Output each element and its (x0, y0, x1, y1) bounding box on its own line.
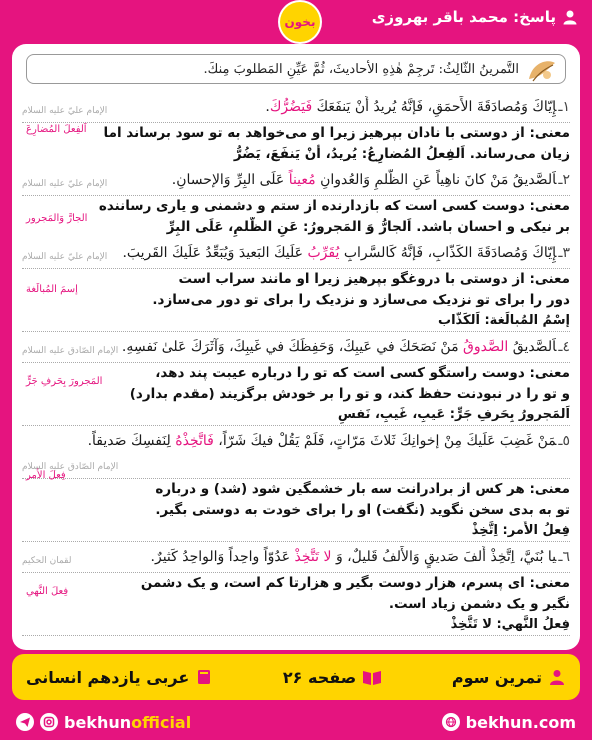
item-number: ٦ـ (558, 549, 570, 565)
instagram-icon[interactable] (40, 713, 58, 731)
exercise-item (22, 242, 570, 332)
arabic-sentence (22, 96, 570, 123)
website-link[interactable]: bekhun.com (442, 713, 576, 732)
persian-meaning-line: نگیر و یک دشمن زیاد است. (388, 596, 570, 612)
grammar-answer: إسْمُ المُبالَغة: اَلكَذّاب (22, 311, 570, 332)
arabic-text-end: مَنْ نَصَحَكَ في عَيبِكَ، وَحَفِظَكَ في غَيبِكَ، وَآثَرَكَ عَلىٰ نَفسِهِ. (121, 339, 464, 355)
hadith-source: الإمام عليّ عليه السلام (22, 252, 108, 262)
arabic-highlight: يُقَرِّبُ (307, 245, 340, 261)
open-book-icon (362, 668, 382, 686)
persian-meaning-line: بر نیکی و احسان باشد. اَلجارُّ وَ المَجرورُ: عَنِ الظُّلمِ، عَلَى البِرِّ (166, 219, 570, 235)
arabic-text-end: . (265, 99, 270, 115)
exercise-item (22, 96, 570, 165)
arabic-text: مَنْ غَضِبَ عَلَيكَ مِنْ إخوانِكَ ثَلاثَ مَرّاتٍ، فَلَمْ يَقُلْ فيكَ شَرّاً، (213, 433, 557, 449)
arabic-text: اَلصَّديقُ مَنْ كانَ ناهِياً عَنِ الظُّلمِ وَالعُدوانِ (315, 172, 557, 188)
persian-meaning-line: معنی: دوست راستگو کسی است که تو را درباره عیبت پند دهد، (155, 365, 570, 381)
hadith-source: الإمام الصّادق عليه السلام (22, 346, 119, 356)
arabic-text-end: لِنَفسِكَ صَديقاً. (87, 433, 176, 449)
exercise-card (12, 44, 580, 650)
grammar-target-note: فِعلَ النَّهي (26, 586, 69, 597)
exercise-item (22, 169, 570, 238)
user-icon (548, 668, 566, 686)
book-label: عربی یازدهم انسانی (26, 668, 213, 687)
grammar-target-note: الجارَّ وَالمَجرور (26, 213, 88, 224)
arabic-text: اَلصَّديقُ (508, 339, 557, 355)
arabic-text: إِيّاكَ وَمُصادَقَةَ الأَحمَقِ، فَإنَّهُ يُريدُ أَنْ يَنفَعَكَ (312, 99, 557, 115)
arabic-text: إِيّاكَ وَمُصادَقَةَ الكَذّابِ، فَإنَّهُ كَالسَّرابِ (339, 245, 557, 261)
item-number: ٢ـ (558, 172, 570, 188)
item-number: ٥ـ (558, 433, 570, 449)
arabic-highlight: فَاتَّخِذْهُ (175, 433, 214, 449)
person-icon (562, 9, 578, 25)
arabic-highlight: الصَّدوقُ (463, 339, 509, 355)
persian-meaning-line: دور را برای تو نزدیک می‌سازد و نزدیک را برای تو دور می‌سازد. (152, 292, 570, 308)
grammar-answer: فِعلُ النَّهي: لا تَتَّخِذْ (22, 615, 570, 636)
arabic-text-end: عَلَى البِرِّ وَالإحسانِ. (171, 172, 289, 188)
bottom-info-strip (12, 654, 580, 700)
item-number: ٤ـ (558, 339, 570, 355)
exercise-item (22, 336, 570, 426)
footer (0, 704, 592, 740)
persian-meaning-line: معنی: هر کس از برادرانت سه بار خشمگین شود (شد) و درباره (155, 481, 570, 497)
arabic-highlight: فَيَضُرُّكَ (269, 99, 313, 115)
hadith-source: لقمان الحكيم (22, 556, 72, 566)
arabic-sentence (22, 430, 570, 479)
section-label: تمرین سوم (452, 668, 566, 687)
arabic-sentence (22, 546, 570, 573)
arabic-sentence (22, 169, 570, 196)
persian-meaning-line: زیان می‌رساند. اَلفِعلُ المُضارِعُ: يُريدُ، أَنْ يَنفَعَ، يَضُرُّ (233, 146, 570, 162)
handle-text: bekhunofficial (64, 712, 192, 732)
hadith-source: الإمام عليّ عليه السلام (22, 179, 108, 189)
hadith-source: الإمام الصّادق عليه السلام (22, 462, 119, 472)
book-icon (195, 668, 213, 686)
leaf-decoration-icon (523, 55, 559, 85)
page-label: صفحه ۲۶ (283, 668, 382, 687)
persian-meaning-line: و تو را در نبودنت حفظ کند، و تو را بر خودش برگزیند (مقدم بدارد) (129, 386, 570, 402)
arabic-text-end: عَدُوّاً واحِداً وَالواحِدُ كَثيرٌ. (150, 549, 295, 565)
exercise-content (22, 96, 570, 640)
item-number: ١ـ (558, 99, 570, 115)
grammar-answer: فِعلُ الأَمر: اِتَّخِذْ (22, 521, 570, 542)
persian-meaning-line: معنی: از دوستی با دروغگو بپرهیز زیرا او مانند سراب است (178, 271, 570, 287)
brand-logo: بخون (280, 2, 320, 42)
exercise-item (22, 546, 570, 636)
persian-meaning-line: تو به بدی سخن نگوید (نگفت) او را برای خودت به دوستی بگیر. (155, 502, 570, 518)
answer-label: پاسخ: محمد باقر بهروزی (371, 8, 556, 26)
arabic-highlight: مُعيناً (288, 172, 316, 188)
persian-meaning-line: معنی: ای پسرم، هزار دوست بگیر و هزارتا کم است، و یک دشمن (140, 575, 570, 591)
hadith-source: الإمام عليّ عليه السلام (22, 106, 108, 116)
telegram-icon[interactable] (16, 713, 34, 731)
exercise-title (26, 54, 566, 84)
arabic-text-end: عَلَيكَ البَعيدَ وَيُبَعِّدُ عَلَيكَ القَريبَ. (122, 245, 308, 261)
grammar-target-note: إسمَ المُبالَغة (26, 284, 78, 295)
grammar-answer: اَلمَجرورُ بِحَرفِ جَرٍّ: عَيبِ، غَيبِ، نَفسِ (22, 405, 570, 426)
answer-credit (372, 8, 578, 26)
arabic-sentence (22, 242, 570, 269)
top-bar (0, 0, 592, 38)
persian-meaning-line: معنی: از دوستی با نادان بپرهیز زیرا او می‌خواهد به تو سود برساند اما (103, 125, 570, 141)
globe-icon (442, 713, 460, 731)
grammar-target-note: اَلفِعلَ المُضارِعَ (26, 124, 87, 135)
grammar-target-note: المَجرورَ بِحَرفِ جَرٍّ (26, 376, 103, 387)
item-number: ٣ـ (558, 245, 570, 261)
persian-meaning-line: معنی: دوست کسی است که بازدارنده از ستم و دشمنی و یاری رساننده (98, 198, 570, 214)
arabic-text: يا بُنَيَّ، اِتَّخِذْ أَلفَ صَديقٍ وَالأَلفُ قَليلٌ، وَ (331, 549, 557, 565)
exercise-title-text: التَّمرينُ الثّالِثُ: تَرجِمْ هٰذِهِ الأحاديثَ، ثُمَّ عَيِّنِ المَطلوبَ مِنكَ. (203, 61, 519, 77)
grammar-target-note: فِعلَ الأمر (26, 470, 66, 481)
social-handle[interactable] (16, 713, 191, 732)
arabic-sentence (22, 336, 570, 363)
arabic-highlight: لا تَتَّخِذْ (294, 549, 332, 565)
exercise-item (22, 430, 570, 542)
